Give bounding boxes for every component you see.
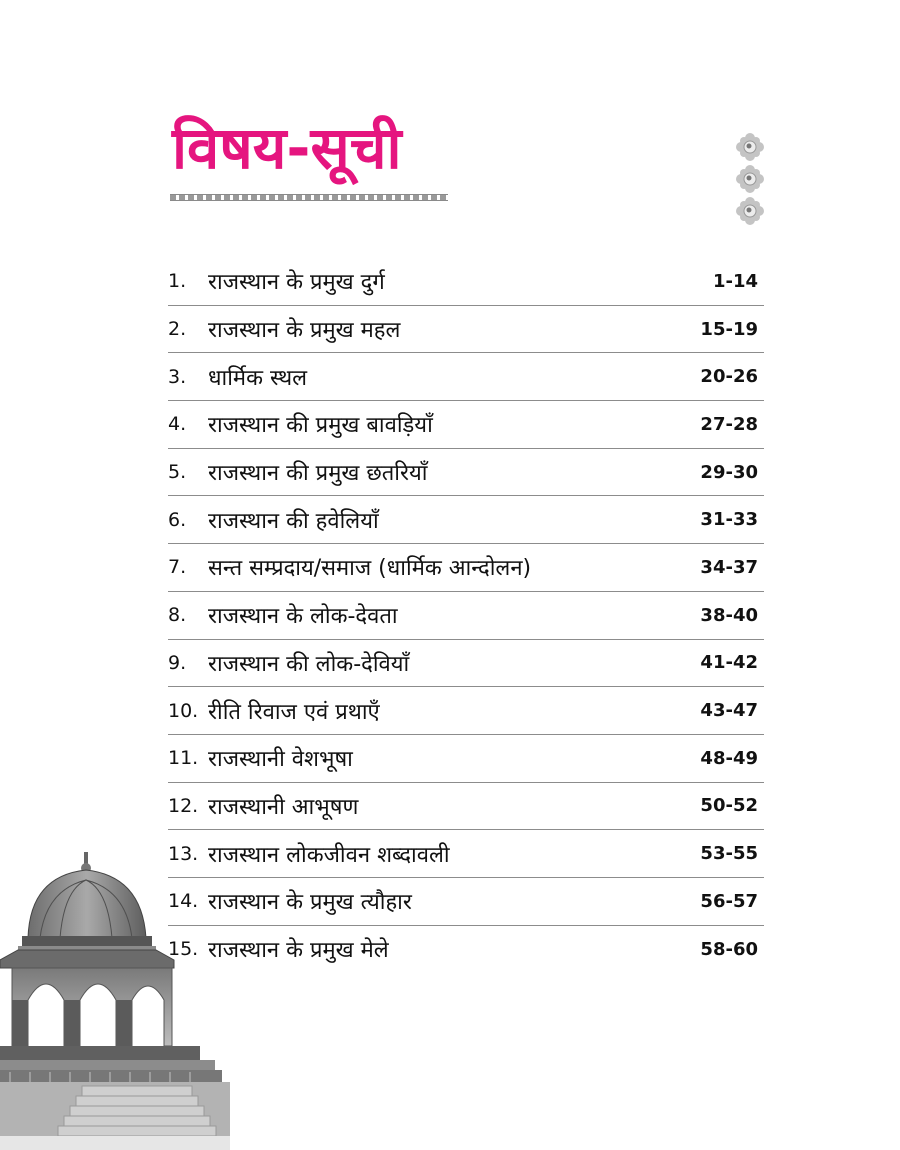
toc-pages: 41-42 bbox=[700, 652, 758, 674]
toc-pages: 53-55 bbox=[700, 843, 758, 865]
flower-ornament-icon bbox=[736, 133, 764, 161]
toc-row bbox=[168, 401, 764, 449]
toc-number: 4. bbox=[168, 413, 187, 436]
toc-title: सन्त सम्प्रदाय/समाज (धार्मिक आन्दोलन) bbox=[208, 556, 532, 582]
toc-title: रीति रिवाज एवं प्रथाएँ bbox=[208, 699, 380, 725]
title-underline bbox=[170, 194, 448, 201]
toc-row bbox=[168, 783, 764, 831]
toc-row bbox=[168, 449, 764, 497]
toc-pages: 34-37 bbox=[700, 556, 758, 578]
toc-pages: 29-30 bbox=[700, 461, 758, 483]
toc-row bbox=[168, 830, 764, 878]
toc-row bbox=[168, 878, 764, 926]
toc-pages: 43-47 bbox=[700, 700, 758, 722]
toc-row bbox=[168, 258, 764, 306]
toc-number: 14. bbox=[168, 890, 199, 913]
toc-pages: 27-28 bbox=[700, 413, 758, 435]
toc-row bbox=[168, 687, 764, 735]
toc-row bbox=[168, 735, 764, 783]
toc-pages: 1-14 bbox=[712, 270, 758, 292]
toc-row bbox=[168, 926, 764, 974]
toc-row bbox=[168, 353, 764, 401]
toc-number: 15. bbox=[168, 938, 199, 961]
toc-row bbox=[168, 496, 764, 544]
toc-number: 3. bbox=[168, 365, 187, 388]
toc-pages: 56-57 bbox=[700, 890, 758, 912]
toc-pages: 48-49 bbox=[700, 747, 758, 769]
toc-title: राजस्थानी आभूषण bbox=[208, 794, 359, 820]
toc-pages: 20-26 bbox=[700, 366, 758, 388]
toc-number: 13. bbox=[168, 842, 199, 865]
toc-pages: 50-52 bbox=[700, 795, 758, 817]
toc-row bbox=[168, 640, 764, 688]
toc-title: राजस्थान की प्रमुख छतरियाँ bbox=[208, 461, 428, 487]
toc-number: 8. bbox=[168, 604, 187, 627]
toc-number: 11. bbox=[168, 747, 199, 770]
toc-title: राजस्थान की प्रमुख बावड़ियाँ bbox=[208, 413, 433, 439]
flower-ornament-icon bbox=[736, 197, 764, 225]
chhatri-pavilion-illustration bbox=[0, 850, 230, 1150]
toc-title: राजस्थान के प्रमुख दुर्ग bbox=[208, 270, 385, 296]
toc-title: राजस्थान के प्रमुख त्यौहार bbox=[208, 890, 412, 916]
toc-title: राजस्थानी वेशभूषा bbox=[208, 747, 353, 773]
toc-number: 2. bbox=[168, 318, 187, 341]
toc-pages: 58-60 bbox=[700, 938, 758, 960]
toc-row bbox=[168, 544, 764, 592]
toc-number: 12. bbox=[168, 794, 199, 817]
toc-pages: 31-33 bbox=[700, 509, 758, 531]
flower-ornament-icon bbox=[736, 165, 764, 193]
toc-number: 6. bbox=[168, 508, 187, 531]
toc-title: धार्मिक स्थल bbox=[208, 365, 308, 391]
toc-number: 9. bbox=[168, 651, 187, 674]
ornament-column bbox=[736, 133, 766, 225]
toc-pages: 38-40 bbox=[700, 604, 758, 626]
toc-number: 1. bbox=[168, 270, 187, 293]
toc-title: राजस्थान की हवेलियाँ bbox=[208, 508, 379, 534]
toc-title: राजस्थान की लोक-देवियाँ bbox=[208, 651, 410, 677]
toc-row bbox=[168, 592, 764, 640]
page-title: विषय-सूची bbox=[172, 114, 402, 182]
toc-title: राजस्थान के प्रमुख मेले bbox=[208, 938, 389, 964]
toc-pages: 15-19 bbox=[700, 318, 758, 340]
toc-number: 10. bbox=[168, 699, 199, 722]
toc-number: 5. bbox=[168, 461, 187, 484]
toc-row bbox=[168, 306, 764, 354]
toc-title: राजस्थान के लोक-देवता bbox=[208, 604, 398, 630]
table-of-contents bbox=[168, 258, 764, 973]
toc-title: राजस्थान के प्रमुख महल bbox=[208, 318, 401, 344]
toc-number: 7. bbox=[168, 556, 187, 579]
toc-title: राजस्थान लोकजीवन शब्दावली bbox=[208, 842, 450, 868]
